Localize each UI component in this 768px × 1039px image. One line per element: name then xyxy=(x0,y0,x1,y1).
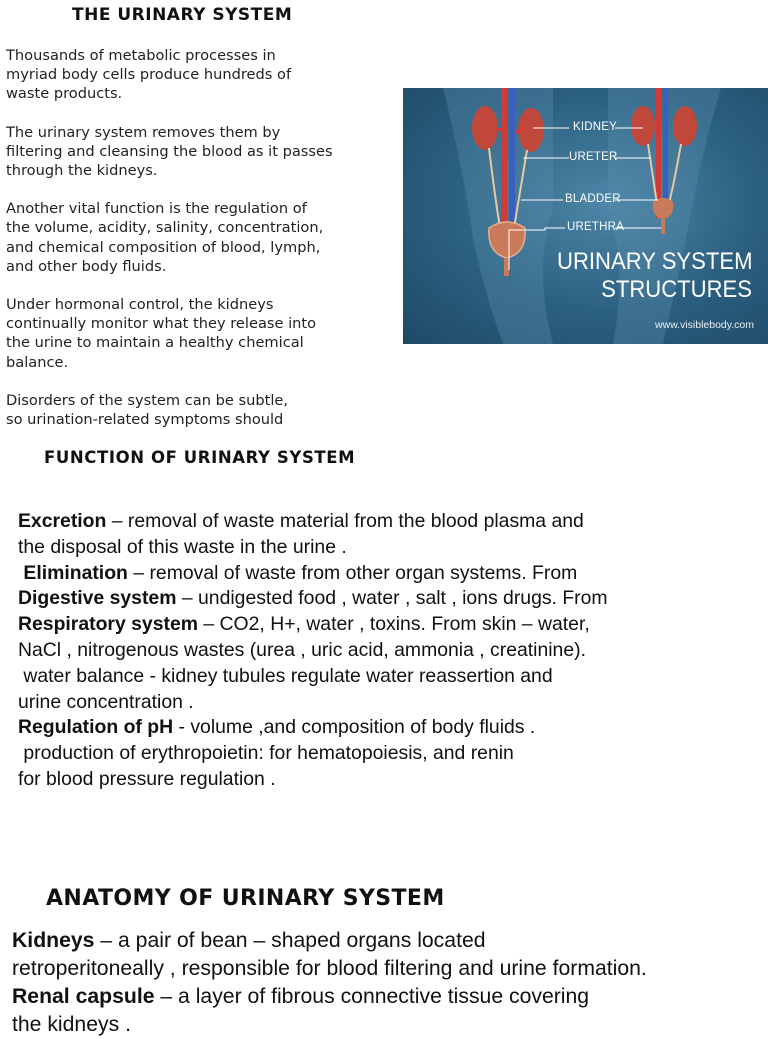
intro-text xyxy=(6,46,378,434)
intro-line: waste products. xyxy=(6,85,123,103)
function-line: Elimination – removal of waste from other organ systems. From xyxy=(18,561,578,584)
function-title: FUNCTION OF URINARY SYSTEM xyxy=(44,448,356,467)
intro-title: THE URINARY SYSTEM xyxy=(72,5,293,25)
function-line: Digestive system – undigested food , water , salt , ions drugs. From xyxy=(18,587,608,610)
function-line: the disposal of this waste in the urine . xyxy=(18,535,347,558)
anatomy-line: retroperitoneally , responsible for blood filtering and urine formation. xyxy=(12,957,647,980)
intro-line: and chemical composition of blood, lymph, xyxy=(6,238,321,256)
function-line: water balance - kidney tubules regulate water reassertion and xyxy=(18,664,553,687)
intro-paragraph-5 xyxy=(6,391,378,429)
anatomy-line: Renal capsule – a layer of fibrous connective tissue covering xyxy=(12,985,590,1008)
function-line: for blood pressure regulation . xyxy=(18,767,276,790)
figure-credit: www.visiblebody.com xyxy=(654,319,754,331)
intro-line: so urination-related symptoms should xyxy=(6,411,284,429)
intro-line: continually monitor what they release into xyxy=(6,315,317,333)
intro-paragraph-3 xyxy=(6,199,378,276)
anatomy-text xyxy=(12,927,762,1039)
figure-title-line1: URINARY SYSTEM xyxy=(556,248,752,275)
label-ureter: URETER xyxy=(569,151,618,163)
intro-line: through the kidneys. xyxy=(6,162,158,180)
intro-line: Another vital function is the regulation of xyxy=(6,200,307,218)
label-bladder: BLADDER xyxy=(565,193,621,205)
figure-title-line2: STRUCTURES xyxy=(601,276,752,303)
label-kidney: KIDNEY xyxy=(573,121,618,133)
intro-line: The urinary system removes them by xyxy=(6,123,281,141)
function-line: Excretion – removal of waste material from the blood plasma and xyxy=(18,510,584,532)
intro-line: myriad body cells produce hundreds of xyxy=(6,66,292,84)
intro-paragraph-2 xyxy=(6,123,378,181)
function-line: NaCl , nitrogenous wastes (urea , uric acid, ammonia , creatinine). xyxy=(18,638,586,661)
urinary-system-figure xyxy=(403,88,768,344)
kidney-right-b xyxy=(673,106,697,146)
intro-line: filtering and cleansing the blood as it passes xyxy=(6,142,333,160)
anatomy-title: ANATOMY OF URINARY SYSTEM xyxy=(46,886,445,911)
intro-line: Thousands of metabolic processes in xyxy=(6,47,276,64)
anatomy-line: the kidneys . xyxy=(12,1013,131,1036)
function-text xyxy=(18,509,718,793)
intro-line: Under hormonal control, the kidneys xyxy=(6,296,274,314)
kidney-left-b xyxy=(631,106,655,146)
intro-line: Disorders of the system can be subtle, xyxy=(6,391,288,409)
function-line: urine concentration . xyxy=(18,690,194,713)
anatomy-line: Kidneys – a pair of bean – shaped organs located xyxy=(12,929,486,952)
label-urethra: URETHRA xyxy=(567,221,624,233)
intro-paragraph-1 xyxy=(6,46,378,104)
urethra-left xyxy=(504,258,509,276)
intro-paragraph-4 xyxy=(6,295,378,372)
intro-line: balance. xyxy=(6,353,69,371)
function-line: production of erythropoietin: for hematopoiesis, and renin xyxy=(18,742,514,765)
intro-line: and other body fluids. xyxy=(6,257,167,275)
intro-line: the urine to maintain a healthy chemical xyxy=(6,334,304,352)
function-line: Regulation of pH - volume ,and composition of body fluids . xyxy=(18,716,536,739)
function-line: Respiratory system – CO2, H+, water , toxins. From skin – water, xyxy=(18,613,590,636)
intro-line: the volume, acidity, salinity, concentration, xyxy=(6,219,324,237)
